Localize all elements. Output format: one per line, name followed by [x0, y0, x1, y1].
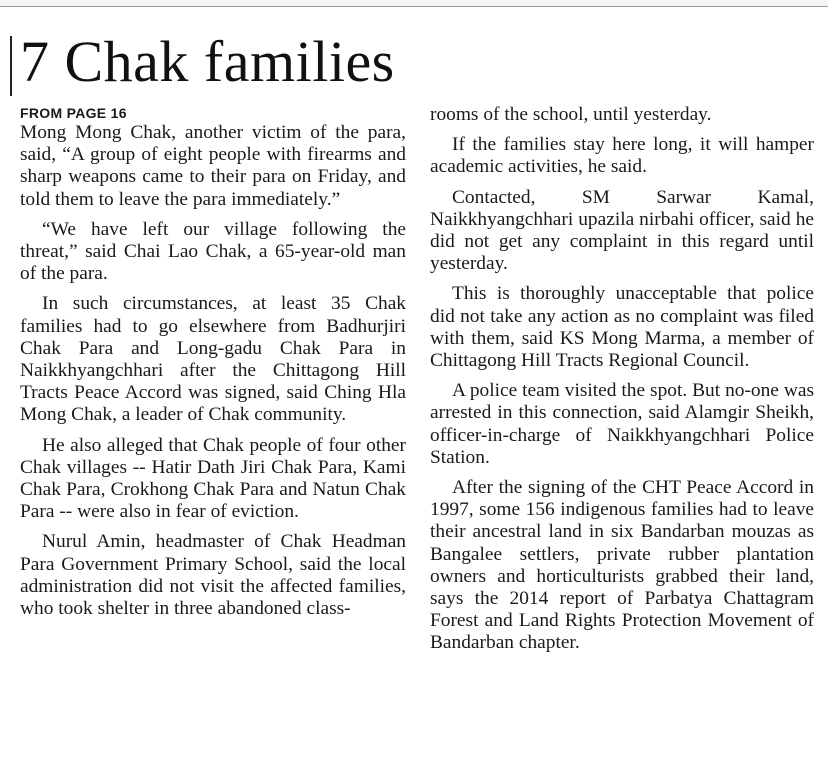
article-column-right — [430, 104, 814, 663]
article-paragraph: This is thoroughly unacceptable that police did not take any action as no complaint was filed with them, said KS Mong Marma, a member of Chittagong Hill Tracts Regional Council. — [430, 283, 814, 372]
article-paragraph: After the signing of the CHT Peace Accord in 1997, some 156 indigenous families had to leave their ancestral land in six Bandarban mouzas as Bangalee settlers, private rubber plantation owners and horticulturists grabbed their land, says the 2014 report of Parbatya Chattagram Forest and Land Rights Protection Movement of Bandarban chapter. — [430, 477, 814, 654]
article-headline: 7 Chak families — [20, 29, 395, 94]
article-paragraph: Nurul Amin, headmaster of Chak Headman Para Government Primary School, said the local administration did not visit the affected families, who took shelter in three abandoned class- — [20, 531, 406, 620]
article-paragraph: Mong Mong Chak, another victim of the para, said, “A group of eight people with firearms and sharp weapons came to their para on Friday, and told them to leave the para immediately.” — [20, 122, 406, 210]
headline-rule — [10, 36, 12, 96]
article-paragraph: “We have left our village following the threat,” said Chai Lao Chak, a 65-year-old man of the para. — [20, 218, 406, 285]
article-paragraph: Contacted, SM Sarwar Kamal, Naikkhyangchhari upazila nirbahi officer, said he did not get any complaint in this regard until yesterday. — [430, 186, 814, 275]
article-paragraph: A police team visited the spot. But no-one was arrested in this connection, said Alamgir Sheikh, officer-in-charge of Naikkhyangchhari Police Station. — [430, 380, 814, 468]
article-paragraph: In such circumstances, at least 35 Chak families had to go elsewhere from Badhurjiri Chak Para and Long-gadu Chak Para in Naikkhyangchhari after the Chittagong Hill Tracts Peace Accord was signed, said Ching Hla Mong Chak, a leader of Chak community. — [20, 293, 406, 426]
article-paragraph: rooms of the school, until yesterday. — [430, 104, 712, 125]
article-column-left — [20, 104, 406, 628]
jump-line: FROM PAGE 16 — [20, 105, 127, 121]
article-paragraph: He also alleged that Chak people of four other Chak villages -- Hatir Dath Jiri Chak Para, Kami Chak Para, Crokhong Chak Para and Natun Chak Para -- were also in fear of eviction. — [20, 434, 406, 523]
article-paragraph: If the families stay here long, it will hamper academic activities, he said. — [430, 134, 814, 178]
top-border — [0, 0, 828, 7]
